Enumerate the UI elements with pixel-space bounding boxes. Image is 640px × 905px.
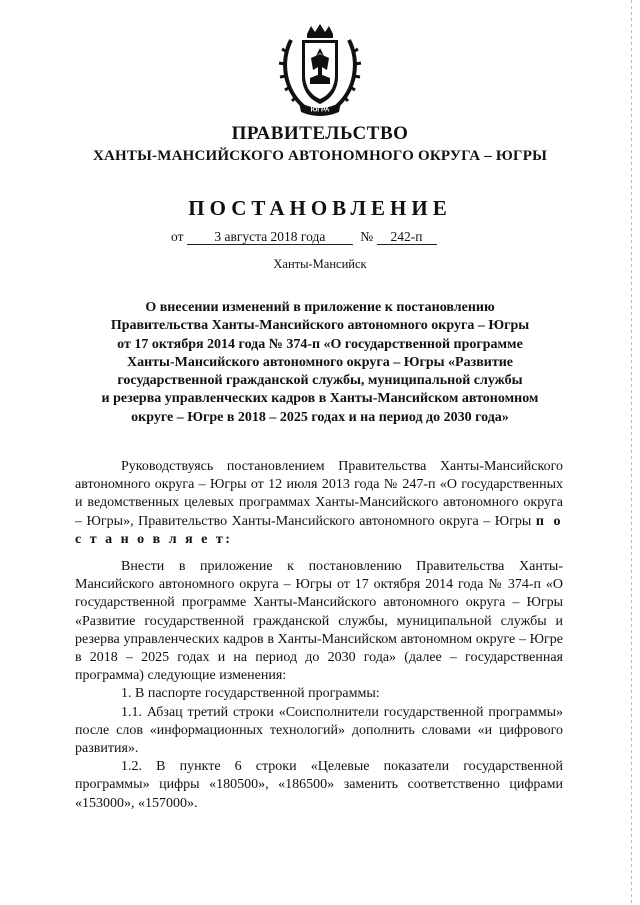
subject-line: от 17 октября 2014 года № 374-п «О государственной программе: [117, 336, 523, 352]
subject-line: округе – Югре в 2018 – 2025 годах и на период до 2030 года»: [131, 409, 509, 425]
body-paragraph: 1. В паспорте государственной программы:: [121, 686, 380, 702]
document-number: 242-п: [377, 230, 437, 245]
decree-word: п о с т а н о в л я е т:: [75, 513, 563, 547]
coat-of-arms-emblem: [277, 22, 363, 116]
subject-line: О внесении изменений в приложение к постановлению: [145, 300, 495, 315]
number-sign: №: [360, 229, 374, 244]
subject-line: Правительства Ханты-Мансийского автономного округа – Югры: [110, 318, 530, 334]
government-subtitle: ХАНТЫ-МАНСИЙСКОГО АВТОНОМНОГО ОКРУГА – ЮГРЫ: [92, 148, 547, 164]
document-date: 3 августа 2018 года: [187, 230, 353, 245]
document-type-heading: ПОСТАНОВЛЕНИЕ: [188, 196, 452, 220]
preamble: [75, 458, 563, 549]
government-title: ПРАВИТЕЛЬСТВО: [231, 123, 409, 144]
date-prefix: от: [171, 229, 184, 244]
preamble-text: Руководствуясь постановлением Правительства Ханты-Мансийского автономного округа – Югры от 12 июля 2013 года № 247-п «О государственных и ведомственных целевых программах Ханты-Мансийского автономного округа – Югры», Правительство Ханты-Мансийского автономного округа – Югры: [75, 459, 563, 529]
issue-city: Ханты-Мансийск: [273, 257, 367, 271]
body-paragraph: 1.1. Абзац третий строки «Соисполнители государственной программы» после слов «информационных технологий» дополнить словами «и цифрового развития».: [75, 704, 563, 757]
decree-body: [75, 558, 563, 813]
body-paragraph: 1.2. В пункте 6 строки «Целевые показатели государственной программы» цифры «180500», «186500» заменить соответственно цифрами «153000», «157000».: [75, 759, 563, 811]
emblem-ribbon-text: ЮГРА: [310, 106, 330, 114]
subject-line: государственной гражданской службы, муниципальной службы: [117, 373, 523, 389]
date-number-line: [171, 229, 437, 245]
subject-line: Ханты-Мансийского автономного округа – Югры «Развитие: [126, 354, 514, 370]
subject-line: и резерва управленческих кадров в Ханты-Мансийском автономном: [101, 391, 539, 407]
preamble-paragraph: [75, 458, 563, 549]
body-paragraph: Внести в приложение к постановлению Правительства Ханты-Мансийского автономного округа – Югры от 17 октября 2014 года № 374-п «О государственной программе Ханты-Мансийского автономного округа – Югры «Развитие государственной гражданской службы, муниципальной службы и резерва управленческих кадров в Ханты-Мансийском автономном округе – Югре в 2018 – 2025 годах и на период до 2030 года» (далее – государственная программа) следующие изменения:: [75, 559, 563, 684]
document-subject: [80, 299, 560, 427]
